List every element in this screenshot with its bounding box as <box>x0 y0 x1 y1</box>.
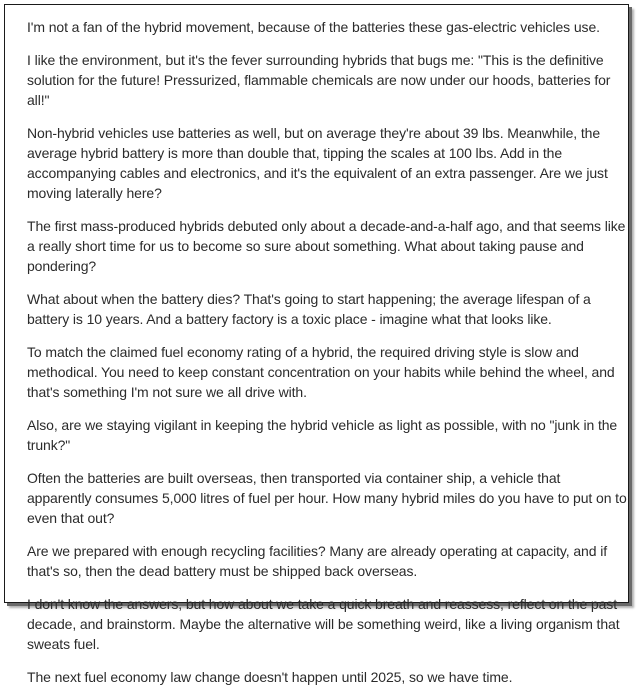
paragraph-4: The first mass-produced hybrids debuted only about a decade-and-a-half ago, and that seems like a really short time for us to become so sure about something. What about taking pause and pondering? <box>27 218 626 274</box>
paragraph-1: I'm not a fan of the hybrid movement, because of the batteries these gas-electric vehicles use. <box>27 19 600 35</box>
paragraph-7: Also, are we staying vigilant in keeping the hybrid vehicle as light as possible, with no "junk in the trunk?" <box>27 417 618 453</box>
paragraph-9: Are we prepared with enough recycling facilities? Many are already operating at capacity, and if that's so, then the dead battery must be shipped back overseas. <box>27 543 608 579</box>
paragraph-8: Often the batteries are built overseas, then transported via container ship, a vehicle that apparently consumes 5,000 litres of fuel per hour. How many hybrid miles do you have to put on to even that out? <box>27 470 627 526</box>
paragraph-10: I don't know the answers, but how about we take a quick breath and reassess, reflect on the past decade, and brainstorm. Maybe the alternative will be something weird, like a living organism that sweats fuel. <box>27 596 620 652</box>
article-frame <box>4 4 629 685</box>
paragraph-2: I like the environment, but it's the fever surrounding hybrids that bugs me: "This is the definitive solution for the future! Pressurized, flammable chemicals are now under our hoods, batteries for all!" <box>27 52 611 108</box>
paragraph-6: To match the claimed fuel economy rating of a hybrid, the required driving style is slow and methodical. You need to keep constant concentration on your habits while behind the wheel, and that's something I'm not sure we all drive with. <box>27 344 615 400</box>
paragraph-3: Non-hybrid vehicles use batteries as well, but on average they're about 39 lbs. Meanwhile, the average hybrid battery is more than double that, tipping the scales at 100 lbs. Add in the accompanying cables and electronics, and it's the equivalent of an extra passenger. Are we just moving laterally here? <box>27 125 608 201</box>
article-body <box>27 17 627 700</box>
paragraph-5: What about when the battery dies? That's going to start happening; the average lifespan of a battery is 10 years. And a battery factory is a toxic place - imagine what that looks like. <box>27 291 591 327</box>
paragraph-11: The next fuel economy law change doesn't happen until 2025, so we have time. <box>27 669 513 685</box>
